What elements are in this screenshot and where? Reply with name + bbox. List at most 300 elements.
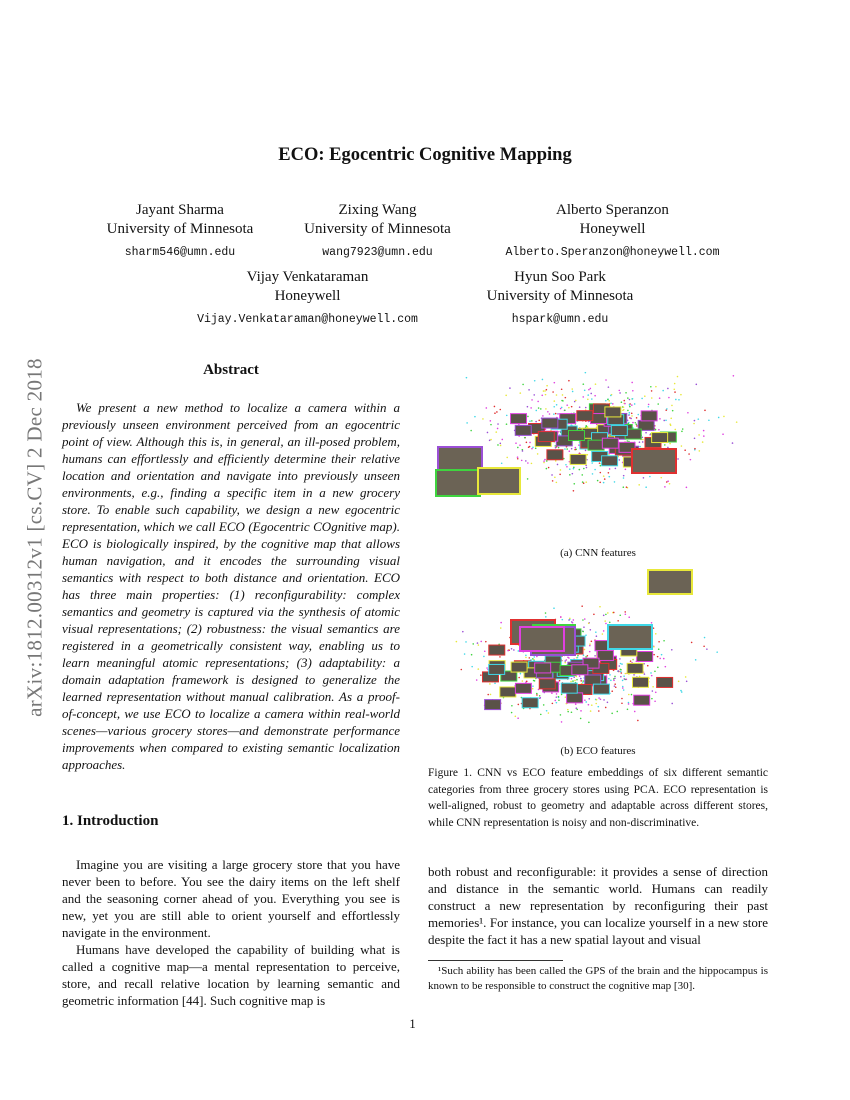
embedding-point [477, 642, 479, 644]
embedding-point [497, 423, 499, 425]
image-thumbnail [637, 652, 653, 662]
embedding-point [587, 398, 589, 400]
embedding-point [581, 474, 583, 476]
embedding-point [600, 698, 602, 700]
embedding-point [598, 697, 600, 699]
image-thumbnail-large [436, 470, 480, 496]
embedding-point [571, 621, 573, 623]
embedding-point [557, 464, 559, 466]
embedding-point [573, 619, 575, 621]
subcaption-a: (a) CNN features [560, 547, 636, 559]
embedding-point [658, 641, 660, 643]
embedding-point [654, 670, 656, 672]
embedding-point [564, 409, 566, 411]
embedding-point [623, 400, 625, 402]
embedding-point [624, 611, 626, 613]
embedding-point [637, 720, 639, 722]
embedding-point [686, 680, 688, 682]
embedding-point [614, 683, 616, 685]
embedding-point [590, 388, 592, 390]
embedding-point [560, 616, 562, 618]
embedding-point [629, 404, 631, 406]
embedding-point [507, 650, 509, 652]
embedding-point [622, 680, 624, 682]
embedding-point [533, 394, 535, 396]
embedding-point [623, 477, 625, 479]
embedding-point [588, 622, 590, 624]
embedding-point [500, 445, 502, 447]
embedding-point [558, 447, 560, 449]
embedding-point [535, 421, 537, 423]
embedding-point [696, 384, 698, 386]
embedding-point [539, 695, 541, 697]
embedding-point [585, 701, 587, 703]
embedding-point [509, 387, 511, 389]
image-thumbnail [511, 414, 527, 424]
embedding-point [588, 704, 590, 706]
embedding-point [622, 686, 624, 688]
embedding-point [680, 690, 682, 692]
embedding-point [589, 643, 591, 645]
embedding-point [663, 640, 665, 642]
embedding-point [629, 412, 631, 414]
embedding-point [595, 631, 597, 633]
embedding-point [561, 619, 563, 621]
paragraph: both robust and reconfigurable: it provides a sense of direction and distance in the semantic world. Humans can readily construct a new representation by reconfiguring their past memories¹. For instance, you can localize yourself in a new store despite the fact it has a new spatial layout and visual [428, 864, 768, 947]
author-affiliation: University of Minnesota [304, 221, 451, 237]
embedding-point [699, 450, 701, 452]
embedding-point [545, 616, 547, 618]
image-thumbnail-large [632, 449, 676, 473]
embedding-point [607, 701, 609, 703]
embedding-point [651, 675, 653, 677]
embedding-point [588, 722, 590, 724]
embedding-point [500, 627, 502, 629]
embedding-point [704, 637, 706, 639]
embedding-point [681, 445, 683, 447]
embedding-point [652, 686, 654, 688]
embedding-point [607, 612, 609, 614]
embedding-point [544, 390, 546, 392]
embedding-point [568, 407, 570, 409]
embedding-point [626, 486, 628, 488]
paragraph: Humans have developed the capability of building what is called a cognitive map—a mental representation to perceive, store, and recall relative location by learning semantic and geometric information [44]. Such cognitive map is [62, 942, 400, 1008]
embedding-point [497, 444, 499, 446]
embedding-point [617, 670, 619, 672]
embedding-point [650, 386, 652, 388]
embedding-point [528, 657, 530, 659]
embedding-point [501, 439, 503, 441]
embedding-point [524, 437, 526, 439]
embedding-point [644, 395, 646, 397]
embedding-point [575, 400, 577, 402]
embedding-point [599, 606, 601, 608]
embedding-point [554, 700, 556, 702]
embedding-point [525, 655, 527, 657]
embedding-point [589, 651, 591, 653]
embedding-point [579, 406, 581, 408]
embedding-point [619, 459, 621, 461]
embedding-point [517, 456, 519, 458]
embedding-point [570, 681, 572, 683]
author-block [470, 268, 650, 329]
embedding-point [625, 613, 627, 615]
embedding-point [694, 448, 696, 450]
embedding-point [645, 486, 647, 488]
embedding-point [540, 408, 542, 410]
embedding-point [568, 619, 570, 621]
embedding-point [556, 696, 558, 698]
author-block [490, 201, 735, 262]
eco-feature-embedding-plot [428, 565, 768, 740]
embedding-point [538, 407, 540, 409]
embedding-point [657, 403, 659, 405]
embedding-point [599, 462, 601, 464]
embedding-point [645, 432, 647, 434]
embedding-point [585, 407, 587, 409]
embedding-point [567, 711, 569, 713]
embedding-point [511, 648, 513, 650]
embedding-point [611, 713, 613, 715]
embedding-point [605, 623, 607, 625]
embedding-point [672, 410, 674, 412]
embedding-point [627, 397, 629, 399]
embedding-point [629, 399, 631, 401]
embedding-point [489, 683, 491, 685]
embedding-point [487, 432, 489, 434]
embedding-point [573, 468, 575, 470]
embedding-point [531, 448, 533, 450]
embedding-point [577, 655, 579, 657]
embedding-point [621, 401, 623, 403]
embedding-point [572, 473, 574, 475]
embedding-point [603, 475, 605, 477]
embedding-point [569, 468, 571, 470]
author-name: Hyun Soo Park [514, 269, 606, 285]
embedding-point [603, 615, 605, 617]
embedding-point [627, 410, 629, 412]
embedding-point [553, 413, 555, 415]
embedding-point [480, 641, 482, 643]
embedding-point [603, 482, 605, 484]
embedding-point [526, 681, 528, 683]
embedding-point [546, 385, 548, 387]
author-email: Alberto.Speranzon@honeywell.com [505, 246, 720, 259]
embedding-point [643, 477, 645, 479]
embedding-point [677, 458, 679, 460]
embedding-point [546, 389, 548, 391]
embedding-point [694, 437, 696, 439]
embedding-point [694, 420, 696, 422]
image-thumbnail [538, 432, 554, 442]
embedding-point [517, 458, 519, 460]
embedding-point [506, 457, 508, 459]
embedding-point [465, 641, 467, 643]
embedding-point [614, 481, 616, 483]
embedding-point [625, 392, 627, 394]
embedding-point [544, 459, 546, 461]
embedding-point [571, 711, 573, 713]
embedding-point [666, 481, 668, 483]
embedding-point [623, 406, 625, 408]
author-email: Vijay.Venkataraman@honeywell.com [197, 313, 418, 326]
embedding-point [527, 478, 529, 480]
embedding-point [546, 460, 548, 462]
embedding-point [495, 431, 497, 433]
embedding-point [462, 631, 464, 633]
embedding-point [657, 656, 659, 658]
embedding-point [671, 703, 673, 705]
embedding-point [732, 442, 734, 444]
embedding-point [536, 693, 538, 695]
embedding-point [627, 709, 629, 711]
embedding-point [630, 418, 632, 420]
embedding-point [654, 700, 656, 702]
embedding-point [588, 698, 590, 700]
embedding-point [652, 690, 654, 692]
embedding-point [624, 678, 626, 680]
embedding-point [638, 484, 640, 486]
embedding-point [571, 448, 573, 450]
embedding-point [665, 419, 667, 421]
embedding-point [616, 711, 618, 713]
embedding-point [677, 376, 679, 378]
embedding-point [633, 674, 635, 676]
embedding-point [483, 656, 485, 658]
embedding-point [659, 658, 661, 660]
author-block [95, 201, 265, 262]
embedding-point [567, 709, 569, 711]
embedding-point [610, 680, 612, 682]
embedding-point [576, 679, 578, 681]
embedding-point [472, 643, 474, 645]
embedding-point [574, 680, 576, 682]
embedding-point [669, 483, 671, 485]
embedding-point [527, 406, 529, 408]
embedding-point [485, 641, 487, 643]
embedding-point [556, 482, 558, 484]
embedding-point [541, 394, 543, 396]
embedding-point [579, 469, 581, 471]
embedding-point [665, 666, 667, 668]
embedding-point [575, 703, 577, 705]
embedding-point [568, 657, 570, 659]
embedding-point [608, 678, 610, 680]
embedding-point [631, 412, 633, 414]
embedding-point [598, 710, 600, 712]
embedding-point [593, 613, 595, 615]
image-thumbnail [547, 450, 563, 460]
embedding-point [587, 655, 589, 657]
embedding-point [577, 657, 579, 659]
embedding-point [671, 649, 673, 651]
embedding-point [559, 474, 561, 476]
embedding-point [596, 426, 598, 428]
embedding-point [639, 446, 641, 448]
embedding-point [605, 614, 607, 616]
image-thumbnail-large [648, 570, 692, 594]
embedding-point [565, 397, 567, 399]
embedding-point [623, 689, 625, 691]
embedding-point [537, 453, 539, 455]
author-block [180, 268, 435, 329]
embedding-point [628, 414, 630, 416]
embedding-point [632, 398, 634, 400]
embedding-point [546, 468, 548, 470]
embedding-point [582, 481, 584, 483]
abstract-heading: Abstract [203, 362, 259, 378]
embedding-point [642, 437, 644, 439]
embedding-point [610, 395, 612, 397]
image-thumbnail [567, 693, 583, 703]
paragraph: Imagine you are visiting a large grocery store that you have never been to before. You see the dairy items on the left shelf and the seasoning corner ahead of you. Everything you see is new, yet you are still able to orient yourself and effortlessly navigate in the environment. [62, 857, 400, 940]
embedding-point [651, 390, 653, 392]
embedding-point [639, 441, 641, 443]
embedding-point [691, 642, 693, 644]
embedding-point [580, 718, 582, 720]
embedding-point [554, 382, 556, 384]
embedding-point [556, 702, 558, 704]
embedding-point [579, 675, 581, 677]
embedding-point [464, 653, 466, 655]
embedding-point [566, 466, 568, 468]
embedding-point [543, 390, 545, 392]
embedding-point [591, 704, 593, 706]
embedding-point [651, 397, 653, 399]
embedding-point [532, 447, 534, 449]
embedding-point [664, 444, 666, 446]
embedding-point [494, 412, 496, 414]
embedding-point [693, 423, 695, 425]
author-email: wang7923@umn.edu [322, 246, 433, 259]
embedding-point [527, 416, 529, 418]
image-thumbnail [561, 683, 577, 693]
embedding-point [535, 410, 537, 412]
embedding-point [615, 686, 617, 688]
embedding-point [545, 612, 547, 614]
embedding-point [674, 429, 676, 431]
author-name: Vijay Venkataraman [246, 269, 369, 285]
embedding-point [594, 469, 596, 471]
embedding-point [670, 424, 672, 426]
paper-title: ECO: Egocentric Cognitive Mapping [278, 145, 572, 165]
embedding-point [678, 681, 680, 683]
embedding-point [644, 673, 646, 675]
embedding-point [517, 704, 519, 706]
embedding-point [484, 650, 486, 652]
embedding-point [597, 480, 599, 482]
embedding-point [584, 389, 586, 391]
embedding-point [531, 463, 533, 465]
embedding-point [515, 442, 517, 444]
embedding-point [587, 454, 589, 456]
embedding-point [515, 715, 517, 717]
embedding-point [556, 404, 558, 406]
embedding-point [631, 404, 633, 406]
embedding-point [733, 375, 735, 377]
embedding-point [496, 411, 498, 413]
embedding-point [681, 691, 683, 693]
image-thumbnail [641, 411, 657, 421]
embedding-point [628, 702, 630, 704]
image-thumbnail [602, 438, 618, 448]
embedding-point [617, 620, 619, 622]
arxiv-identifier: arXiv:1812.00312v1 [cs.CV] 2 Dec 2018 [22, 358, 47, 717]
embedding-point [532, 685, 534, 687]
embedding-point [543, 460, 545, 462]
embedding-point [526, 442, 528, 444]
embedding-point [540, 714, 542, 716]
author-block [290, 201, 465, 262]
embedding-point [466, 422, 468, 424]
embedding-point [456, 641, 458, 643]
embedding-point [476, 679, 478, 681]
author-affiliation: University of Minnesota [486, 288, 634, 304]
embedding-point [477, 668, 479, 670]
embedding-point [490, 439, 492, 441]
author-email: sharm546@umn.edu [124, 246, 236, 259]
embedding-point [636, 417, 638, 419]
embedding-point [542, 379, 544, 381]
embedding-point [660, 477, 662, 479]
image-thumbnail [597, 650, 613, 660]
embedding-point [553, 406, 555, 408]
embedding-point [608, 386, 610, 388]
author-affiliation: Honeywell [579, 221, 646, 237]
embedding-point [674, 391, 676, 393]
image-thumbnail [627, 663, 643, 673]
embedding-point [531, 420, 533, 422]
image-thumbnail [605, 407, 621, 417]
embedding-point [489, 440, 491, 442]
author-name: Alberto Speranzon [556, 202, 669, 218]
embedding-point [632, 422, 634, 424]
embedding-point [518, 650, 520, 652]
embedding-point [494, 406, 496, 408]
author-email: hspark@umn.edu [511, 313, 609, 326]
embedding-point [535, 447, 537, 449]
image-thumbnail [577, 411, 593, 421]
image-thumbnail [588, 440, 604, 450]
embedding-point [642, 439, 644, 441]
embedding-point [662, 390, 664, 392]
embedding-point [681, 431, 683, 433]
author-affiliation: Honeywell [274, 288, 341, 304]
embedding-point [604, 478, 606, 480]
embedding-point [565, 696, 567, 698]
embedding-point [609, 621, 611, 623]
embedding-point [634, 403, 636, 405]
embedding-point [678, 399, 680, 401]
embedding-point [651, 698, 653, 700]
embedding-point [582, 383, 584, 385]
embedding-point [631, 694, 633, 696]
embedding-point [685, 676, 687, 678]
embedding-point [585, 372, 587, 374]
embedding-point [545, 408, 547, 410]
embedding-point [623, 409, 625, 411]
embedding-point [490, 424, 492, 426]
image-thumbnail [500, 687, 516, 697]
embedding-point [703, 435, 705, 437]
embedding-point [588, 389, 590, 391]
embedding-point [572, 680, 574, 682]
embedding-point [610, 402, 612, 404]
embedding-point [499, 443, 501, 445]
embedding-point [582, 619, 584, 621]
embedding-point [668, 397, 670, 399]
embedding-point [548, 467, 550, 469]
